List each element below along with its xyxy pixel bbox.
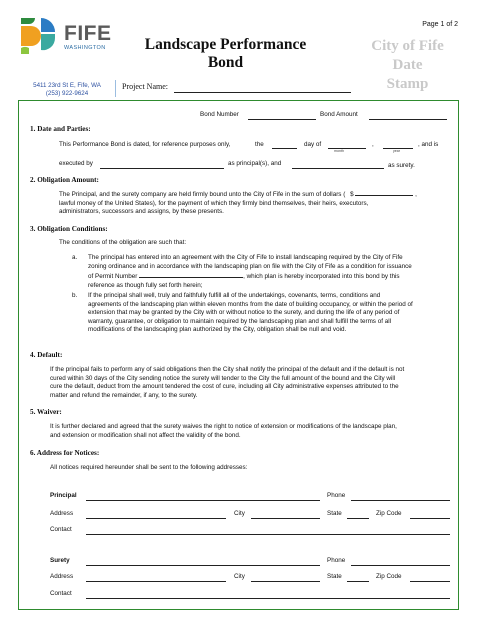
surety-contact-label: Contact — [50, 590, 72, 597]
the-text: the — [255, 141, 264, 148]
surety-state-field[interactable] — [347, 581, 369, 582]
text-line — [59, 189, 454, 200]
obligation-amount-text — [59, 189, 454, 217]
day-field[interactable] — [272, 148, 297, 149]
surety-address-field[interactable] — [86, 581, 226, 582]
text-line: agreements of the landscaping plan within eleven months from the date of building occupancy, or within the period of — [88, 300, 413, 308]
principal-city-field[interactable] — [251, 518, 320, 519]
dollar-sign: $ — [350, 191, 354, 198]
surety-city-field[interactable] — [251, 581, 320, 582]
text-span: The Principal, and the surety company are held firmly bound unto the City of Fife in the sum of dollars ( — [59, 191, 346, 198]
as-principal-text: as principal(s), and — [228, 160, 282, 167]
conditions-intro: The conditions of the obligation are such that: — [59, 239, 187, 246]
notices-intro: All notices required hereunder shall be sent to the following addresses: — [50, 464, 248, 471]
principal-field[interactable] — [100, 168, 224, 169]
surety-phone-label: Phone — [327, 557, 346, 564]
principal-zip-label: Zip Code — [376, 510, 402, 517]
title-line: Landscape Performance — [144, 36, 307, 53]
page-number: Page 1 of 2 — [422, 21, 458, 28]
text-line: If the principal shall well, truly and faithfully fulfill all of the undertakings, covenants, terms, conditions and — [88, 292, 381, 299]
bond-amount-field[interactable] — [369, 119, 447, 120]
surety-field[interactable] — [292, 168, 384, 169]
text-line: lawful money of the United States), for the payment of which they firmly bind themselves, their heirs, executors, — [59, 199, 369, 207]
text-span: , which plan is hereby incorporated into this bond by this — [243, 273, 400, 281]
text-line: and extension or modification shall not affect the validity of the bond. — [50, 431, 241, 439]
text-line: zoning ordinance and in accordance with the landscaping plan on file with the City of Fife as a condition for issuance — [88, 262, 412, 270]
text-line: administrators, successors and assigns, by these presents. — [59, 208, 224, 216]
date-stamp-area — [350, 37, 465, 94]
address-line: 5411 23rd St E, Fife, WA — [33, 82, 101, 89]
year-hint: year — [393, 149, 400, 153]
bond-amount-label: Bond Amount — [320, 111, 358, 118]
item-b-marker: b. — [72, 292, 78, 299]
dollar-amount-field[interactable] — [355, 189, 413, 196]
surety-contact-field[interactable] — [86, 598, 450, 599]
permit-number-field[interactable] — [139, 271, 243, 278]
principal-phone-field[interactable] — [351, 500, 450, 501]
project-name-label: Project Name: — [122, 82, 168, 91]
as-surety-text: as surety. — [388, 162, 415, 169]
surety-name-field[interactable] — [86, 565, 320, 566]
principal-address-field[interactable] — [86, 518, 226, 519]
principal-zip-field[interactable] — [410, 518, 450, 519]
text-line: modifications of the landscaping plan authorized by the City, obligation shall be null and void. — [88, 326, 347, 334]
logo-subtitle: WASHINGTON — [64, 45, 106, 51]
surety-zip-field[interactable] — [410, 581, 450, 582]
condition-a — [88, 254, 454, 290]
principal-phone-label: Phone — [327, 492, 346, 499]
item-a-marker: a. — [72, 254, 78, 261]
principal-name-field[interactable] — [86, 500, 320, 501]
principal-contact-label: Contact — [50, 526, 72, 533]
principal-state-label: State — [327, 510, 342, 517]
title-line: Bond — [207, 54, 244, 71]
text-line: It is further declared and agreed that the surety waives the right to notice of extension or modifications of the landscape plan, — [50, 423, 397, 430]
text-line: extension that may be granted by the City with or without notice to the surety, and during the life of any period of — [88, 309, 400, 317]
surety-zip-label: Zip Code — [376, 573, 402, 580]
comma: , — [372, 141, 374, 148]
section-6-heading: 6. Address for Notices: — [30, 449, 100, 457]
day-of-text: day of — [304, 141, 322, 148]
text-line: reference as though fully set forth herein; — [88, 281, 203, 289]
section-2-heading: 2. Obligation Amount: — [30, 176, 99, 184]
bond-number-label: Bond Number — [200, 111, 239, 118]
text-line: If the principal fails to perform any of said obligations then the City shall notify the principal of the default and if the default is not — [50, 366, 405, 373]
phone-line: (253) 922-9624 — [45, 90, 89, 97]
principal-city-label: City — [234, 510, 245, 517]
stamp-line: Date — [392, 57, 423, 73]
stamp-line: City of Fife — [371, 38, 444, 54]
principal-state-field[interactable] — [347, 518, 369, 519]
surety-address-label: Address — [50, 573, 74, 580]
project-name-field[interactable] — [174, 92, 351, 93]
logo-wordmark: FIFE — [64, 22, 112, 45]
condition-b — [88, 292, 454, 335]
section-4-heading: 4. Default: — [30, 351, 63, 359]
and-is-text: , and is — [418, 141, 439, 148]
dated-text: This Performance Bond is dated, for reference purposes only, — [59, 141, 231, 148]
section-5-heading: 5. Waiver: — [30, 408, 62, 416]
surety-city-label: City — [234, 573, 245, 580]
text-span: , — [415, 191, 417, 198]
executed-by-text: executed by — [59, 160, 93, 167]
divider — [115, 80, 116, 97]
section-1-heading: 1. Date and Parties: — [30, 125, 91, 133]
principal-contact-field[interactable] — [86, 534, 450, 535]
bond-number-field[interactable] — [248, 119, 316, 120]
principal-label: Principal — [50, 492, 77, 499]
text-line: matter and refund the remainder, if any, to the surety. — [50, 391, 198, 399]
text-line: The principal has entered into an agreement with the City of Fife to install landscaping required by the City of Fife — [88, 254, 403, 261]
text-line — [88, 271, 454, 282]
document-title — [138, 36, 313, 72]
month-hint: month — [334, 149, 344, 153]
waiver-text — [50, 423, 455, 440]
text-line: cure the default, deduct from the amount tendered the cost of cure, including all City administrative expenses attributed to the — [50, 383, 399, 391]
stamp-line: Stamp — [386, 76, 429, 92]
principal-address-label: Address — [50, 510, 74, 517]
text-line: warranty, guarantee, or obligation to maintain required by the landscaping plan and shall fulfill the terms of all — [88, 317, 392, 325]
text-span: of Permit Number — [88, 273, 138, 281]
surety-label: Surety — [50, 557, 70, 564]
default-text — [50, 366, 455, 400]
section-3-heading: 3. Obligation Conditions: — [30, 225, 108, 233]
surety-state-label: State — [327, 573, 342, 580]
text-line: cured within 30 days of the City sending notice the surety will tender to the City the full amount of the bound and the City will — [50, 374, 396, 382]
surety-phone-field[interactable] — [351, 565, 450, 566]
city-address — [22, 82, 112, 98]
